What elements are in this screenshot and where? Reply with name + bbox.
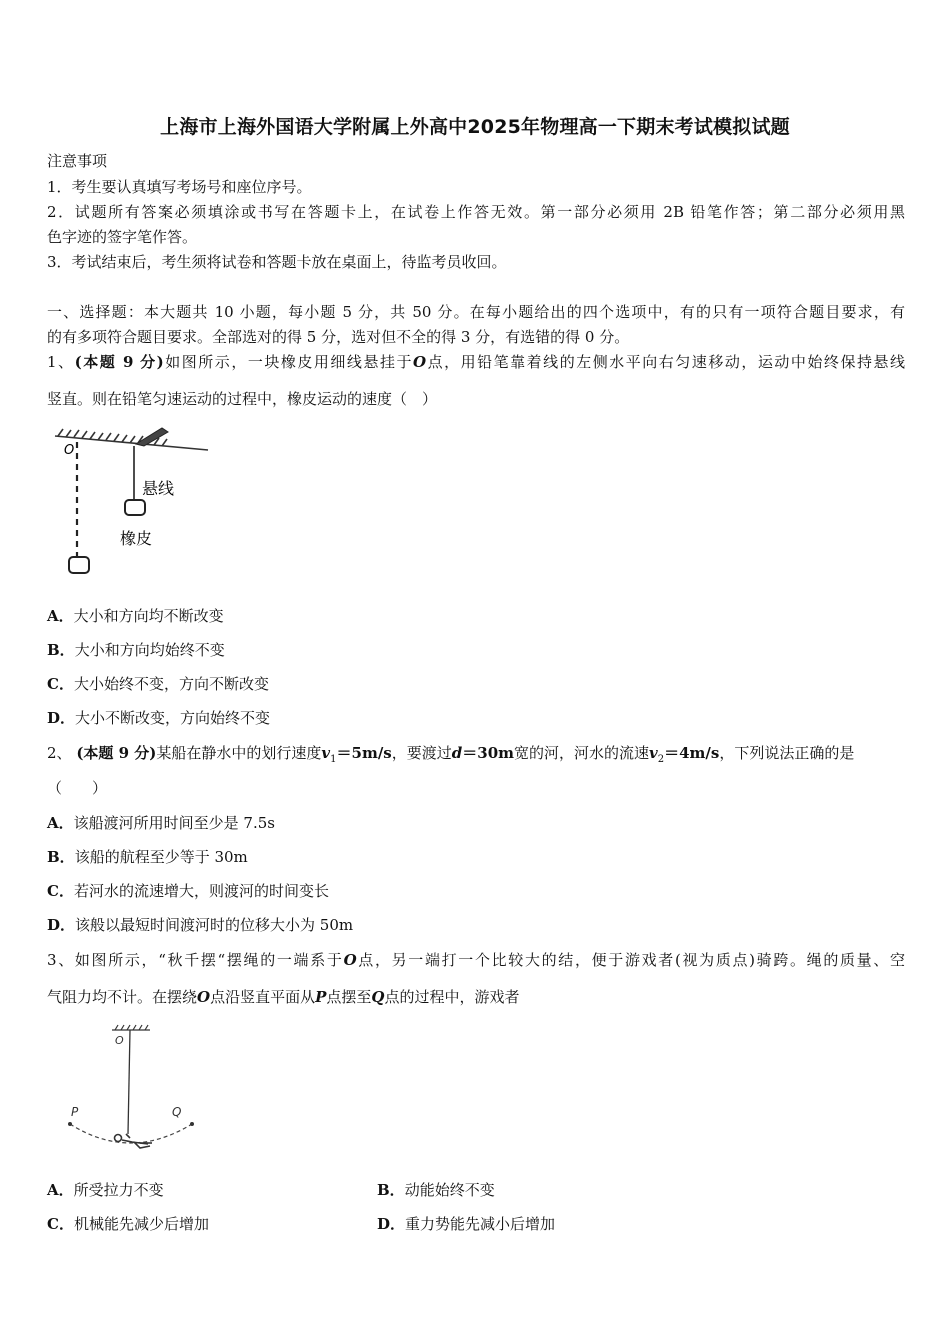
- q3-stem-a: 如图所示，“秋千摆“摆绳的一端系于: [74, 951, 344, 969]
- q3-figure-p-label: P: [71, 1105, 79, 1119]
- notice-heading: 注意事项: [47, 152, 108, 170]
- q3-stem-b: 点，另一端打一个比较大的结，便于游戏者(视为质点)骑跨。绳的质量、空: [356, 951, 906, 969]
- q3-line2-a: 气阻力均不计。在摆绕: [47, 988, 198, 1006]
- q2-stem-c: 宽的河，河水的流速: [514, 744, 650, 762]
- option-text: 若河水的流速增大，则渡河的时间变长: [73, 882, 329, 900]
- q3-point-o: O: [343, 951, 357, 969]
- q3-line2-b: 点沿竖直平面从: [210, 988, 316, 1006]
- q2-option-c[interactable]: [47, 881, 329, 901]
- q3-point-p: P: [315, 988, 327, 1006]
- q2-stem-a: 某船在静水中的划行速度: [156, 744, 322, 762]
- option-letter: A．: [47, 814, 74, 832]
- option-text: 该船渡河所用时间至少是 7.5s: [73, 814, 275, 832]
- swing-arc: [70, 1124, 192, 1143]
- q1-point-o: O: [412, 353, 427, 371]
- q2-stem-line1: [47, 743, 854, 770]
- option-text: 动能始终不变: [404, 1181, 495, 1199]
- q1-figure: [50, 422, 215, 582]
- option-text: 该般以最短时间渡河时的位移大小为 50m: [75, 916, 354, 934]
- q3-stem-line2: [47, 987, 520, 1007]
- option-letter: A．: [47, 607, 74, 625]
- q3-figure: [60, 1022, 210, 1162]
- option-text: 所受拉力不变: [73, 1181, 164, 1199]
- q3-line2-d: 点的过程中，游戏者: [384, 988, 520, 1006]
- q2-stem-d: ，下列说法正确的是: [719, 744, 855, 762]
- q1-stem-line2: 竖直。则在铅笔匀速运动的过程中，橡皮运动的速度（ ）: [47, 390, 438, 408]
- q3-figure-q-label: Q: [172, 1105, 182, 1119]
- q3-line2-c: 点摆至: [326, 988, 372, 1006]
- q2-option-b[interactable]: [47, 847, 248, 867]
- option-letter: B．: [47, 848, 75, 866]
- option-letter: C．: [47, 1215, 74, 1233]
- option-letter: D．: [47, 916, 76, 934]
- q3-option-a[interactable]: [47, 1180, 164, 1200]
- option-text: 大小始终不变，方向不断改变: [73, 675, 269, 693]
- q1-figure-eraser-label: 橡皮: [120, 529, 153, 548]
- q1-figure-point-o: O: [64, 443, 75, 458]
- q1-tag: (本题 9 分): [74, 353, 164, 371]
- notice-item-1: 1．考生要认真填写考场号和座位序号。: [47, 178, 312, 196]
- notice-item-3: 3．考试结束后，考生须将试卷和答题卡放在桌面上，待监考员收回。: [47, 253, 507, 271]
- section-instructions-line1: 一、选择题：本大题共 10 小题，每小题 5 分，共 50 分。在每小题给出的四个选项中，有的只有一项符合题目要求，有: [47, 303, 905, 321]
- eraser-icon: [125, 500, 145, 515]
- player-icon: [115, 1134, 153, 1148]
- q1-option-a[interactable]: [47, 606, 224, 626]
- page-title: 上海市上海外国语大学附属上外高中2025年物理高一下期末考试模拟试题: [160, 116, 790, 138]
- q3-option-d[interactable]: [377, 1214, 555, 1234]
- q2-v2-sub: 2: [657, 754, 665, 765]
- q2-answer-paren: （ ）: [47, 779, 108, 797]
- eraser-initial-icon: [69, 557, 89, 573]
- q2-v2-value: ＝4m/s: [664, 744, 720, 762]
- option-text: 大小和方向均始终不变: [74, 641, 225, 659]
- q3-option-c[interactable]: [47, 1214, 209, 1234]
- q1-number: 1、: [47, 353, 75, 371]
- option-letter: C．: [47, 675, 74, 693]
- option-text: 该船的航程至少等于 30m: [74, 848, 248, 866]
- option-letter: A．: [47, 1181, 74, 1199]
- q2-v1-value: ＝5m/s: [336, 744, 392, 762]
- q2-number: 2、: [47, 744, 72, 762]
- option-letter: B．: [377, 1181, 405, 1199]
- notice-item-2-cont: 色字迹的签字笔作答。: [47, 228, 198, 246]
- option-text: 重力势能先减小后增加: [405, 1215, 556, 1233]
- q1-option-d[interactable]: [47, 708, 270, 728]
- q1-option-b[interactable]: [47, 640, 225, 660]
- q2-stem-b: ，要渡过: [391, 744, 452, 762]
- notice-item-2: 2．试题所有答案必须填涂或书写在答题卡上，在试卷上作答无效。第一部分必须用 2B 铅笔作答；第二部分必须用黑: [47, 203, 905, 221]
- q3-line2-o: O: [197, 988, 211, 1006]
- q2-d-symbol: d: [451, 744, 463, 762]
- point-p-marker: [68, 1122, 72, 1126]
- q3-option-b[interactable]: [377, 1180, 495, 1200]
- option-letter: C．: [47, 882, 74, 900]
- q1-stem-a: 如图所示，一块橡皮用细线悬挂于: [163, 353, 413, 371]
- point-q-marker: [190, 1122, 194, 1126]
- q3-number: 3、: [47, 951, 75, 969]
- q1-stem-b: 点，用铅笔靠着线的左侧水平向右匀速移动，运动中始终保持悬线: [426, 353, 905, 371]
- section-instructions-line2: 的有多项符合题目要求。全部选对的得 5 分，选对但不全的得 3 分，有选错的得 0 分。: [47, 328, 630, 346]
- option-letter: D．: [47, 709, 76, 727]
- q1-stem-line1: [47, 352, 905, 372]
- rope-line: [128, 1030, 130, 1134]
- q1-option-c[interactable]: [47, 674, 269, 694]
- option-text: 大小不断改变，方向始终不变: [75, 709, 271, 727]
- q2-option-d[interactable]: [47, 915, 353, 935]
- q3-stem-line1: [47, 950, 905, 970]
- q2-v1-sub: 1: [330, 754, 337, 765]
- pivot-hatch: [112, 1025, 150, 1030]
- q1-figure-thread-label: 悬线: [142, 479, 175, 498]
- q2-option-a[interactable]: [47, 813, 275, 833]
- q2-v1-symbol: v: [321, 744, 331, 762]
- q2-tag: (本题 9 分): [76, 744, 157, 762]
- option-text: 大小和方向均不断改变: [73, 607, 224, 625]
- option-letter: B．: [47, 641, 75, 659]
- option-letter: D．: [377, 1215, 406, 1233]
- option-text: 机械能先减少后增加: [73, 1215, 209, 1233]
- q3-figure-o-label: O: [115, 1034, 124, 1047]
- q2-v2-symbol: v: [649, 744, 658, 762]
- q2-d-value: ＝30m: [462, 744, 515, 762]
- q3-point-q: Q: [371, 988, 385, 1006]
